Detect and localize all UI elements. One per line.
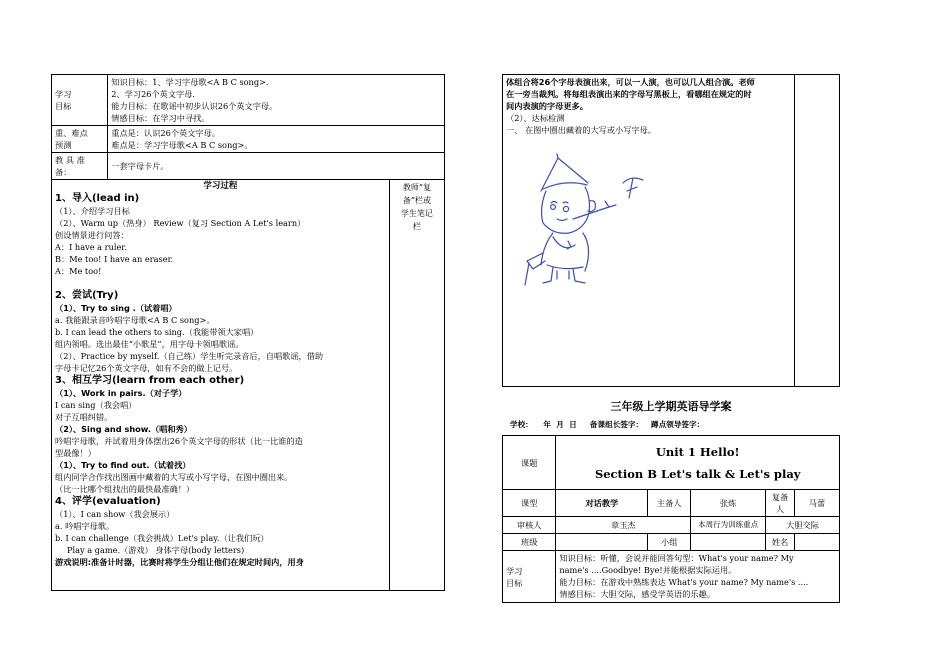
text-line: 1、导入(lead in) xyxy=(55,193,140,204)
host-label: 主备人 xyxy=(648,490,691,517)
goals-content xyxy=(108,75,445,126)
text-line: 情感目标：在学习中寻找。 xyxy=(111,113,210,123)
unit-title: Unit 1 Hello! xyxy=(655,444,740,459)
host-value: 张炼 xyxy=(691,490,766,517)
text-line: 体组合将26个字母表演出来，可以一人演，也可以几人组合演。老师 xyxy=(506,77,755,87)
right-lesson-table xyxy=(502,435,840,603)
topic-label: 课题 xyxy=(503,436,556,490)
review-label: 复备人 xyxy=(766,490,795,517)
group-label: 小组 xyxy=(648,534,691,551)
text-line: 一、 在图中圈出藏着的大写或小写字母。 xyxy=(506,125,656,135)
text-line: A：Me too! xyxy=(55,266,102,276)
text-line: B：Me too! I have an eraser. xyxy=(55,254,174,264)
text-line: （1）、I can show（我会展示） xyxy=(55,509,175,519)
group-value xyxy=(691,534,766,551)
class-value xyxy=(556,534,648,551)
text-line: b. I can lead the others to sing.（我能带领大家唱） xyxy=(55,327,259,337)
text-line: 能力目标：在游戏中熟练表达 What's your name? My name's .... xyxy=(559,577,809,587)
process-title: 学习过程 xyxy=(203,181,238,191)
name-value xyxy=(795,534,840,551)
text-line: 3、相互学习(learn from each other) xyxy=(55,375,245,386)
text-line: a. 我能跟录音吟唱字母歌<A B C song>。 xyxy=(55,315,215,325)
text-line: Play a game.（游戏） 身体字母(body letters) xyxy=(67,545,245,555)
text-line: 组内领唱。选出最佳“小歌星”，用字母卡领唱歌谣。 xyxy=(55,339,244,349)
text-line: （1）、Work in pairs.（对子学） xyxy=(55,388,187,398)
key-content xyxy=(108,126,445,153)
text-line: 能力目标：在歌谣中初步认识26个英文字母。 xyxy=(111,101,278,111)
text-line: A：I have a ruler. xyxy=(55,242,127,252)
process-body xyxy=(55,192,386,568)
text-line: 情感目标：大胆交际，感受学英语的乐趣。 xyxy=(559,589,715,599)
name-label: 姓名 xyxy=(766,534,795,551)
text-line: 知识目标：听懂，会说并能回答句型：What's your name? My xyxy=(559,553,794,563)
class-label: 班级 xyxy=(503,534,556,551)
cartoon-boy-image xyxy=(513,153,673,288)
text-line: 2、尝试(Try) xyxy=(55,290,119,301)
text-line: 吟唱字母歌，并试着用身体摆出26个英文字母的形状（比一比谁的造 xyxy=(55,436,303,446)
text-line: 字母卡记忆26个英文字母，如有不会的做上记号。 xyxy=(55,363,238,373)
text-line: 间内表演的字母更多。 xyxy=(506,101,588,111)
text-line: 对子互唱纠错。 xyxy=(55,412,113,422)
text-line: a. 吟唱字母歌。 xyxy=(55,521,115,531)
text-line: 重点是：认识26个英文字母。 xyxy=(111,128,220,138)
text-line: （2）、Sing and show.（唱和秀） xyxy=(55,424,192,434)
text-line: （1）、介绍学习目标 xyxy=(55,206,130,216)
text-line: （2）、Practice by myself.（自己练）学生听完录音后，自唱歌谣，借助 xyxy=(55,351,324,361)
right-top-table xyxy=(502,74,840,387)
text-line: 在一旁当裁判。将每组表演出来的字母写黑板上，看哪组在规定的时 xyxy=(506,89,752,99)
focus-value: 大胆交际 xyxy=(766,517,840,534)
auditor-label: 审核人 xyxy=(503,517,556,534)
text-line: （2）、Warm up（热身） Review（复习 Section A Let's learn） xyxy=(55,218,306,228)
review-value: 马蕾 xyxy=(795,490,840,517)
worksheet-title: 三年级上学期英语导学案 xyxy=(610,400,732,413)
text-line: 组内同学合作找出图画中藏着的大写或小写字母，在图中圈出来。 xyxy=(55,472,293,482)
focus-label: 本周行为训练重点 xyxy=(691,517,766,534)
text-line: 型最像！） xyxy=(55,448,96,458)
key-label: 重、难点 预测 xyxy=(52,126,108,153)
auditor-value: 章玉杰 xyxy=(556,517,691,534)
text-line: （1）、Try to find out.（试着找） xyxy=(55,460,191,470)
text-line: name's ....Goodbye! Bye!并能根据实际运用。 xyxy=(559,565,737,575)
rb-goals-label: 学习 目标 xyxy=(503,551,556,603)
text-line: b. I can challenge（我会挑战）Let's play.（让我们玩） xyxy=(55,533,269,543)
text-line xyxy=(55,277,386,289)
text-line: 2、学习26个英文字母. xyxy=(111,89,196,99)
text-line: 知识目标：1、学习字母歌<A B C song>. xyxy=(111,77,269,87)
right-top-content xyxy=(503,75,795,387)
prep-content: 一套字母卡片。 xyxy=(108,153,445,180)
process-cell xyxy=(52,180,390,591)
side-note: 教师“复 备”栏或 学生笔记 栏 xyxy=(389,180,444,591)
worksheet-meta: 学校： 年 月 日 备课组长签字： 蹲点领导签字： xyxy=(510,420,705,429)
text-line: I can sing（我会唱） xyxy=(55,400,137,410)
topic-content xyxy=(556,436,840,490)
text-line: （比一比哪个组找出的最快最准确！） xyxy=(55,484,195,494)
section-title: Section B Let's talk & Let's play xyxy=(594,466,801,481)
prep-label: 教 具 准 备： xyxy=(52,153,108,180)
text-line: 难点是：学习字母歌<A B C song>。 xyxy=(111,140,253,150)
text-line: （1）、Try to sing .（试着唱） xyxy=(55,303,177,313)
goals-label: 学习 目标 xyxy=(52,75,108,126)
right-top-side xyxy=(794,75,839,387)
type-label: 课型 xyxy=(503,490,556,517)
text-line: 4、评学(evaluation) xyxy=(55,496,161,507)
text-line: 游戏说明:准备计时器，比赛时将学生分组让他们在规定时间内，用身 xyxy=(55,557,304,567)
left-lesson-table xyxy=(51,74,445,591)
text-line: （2）、达标检测 xyxy=(506,113,565,123)
type-value: 对话教学 xyxy=(556,490,648,517)
rb-goals-content xyxy=(556,551,840,603)
text-line: 创设情景进行问答： xyxy=(55,230,129,240)
